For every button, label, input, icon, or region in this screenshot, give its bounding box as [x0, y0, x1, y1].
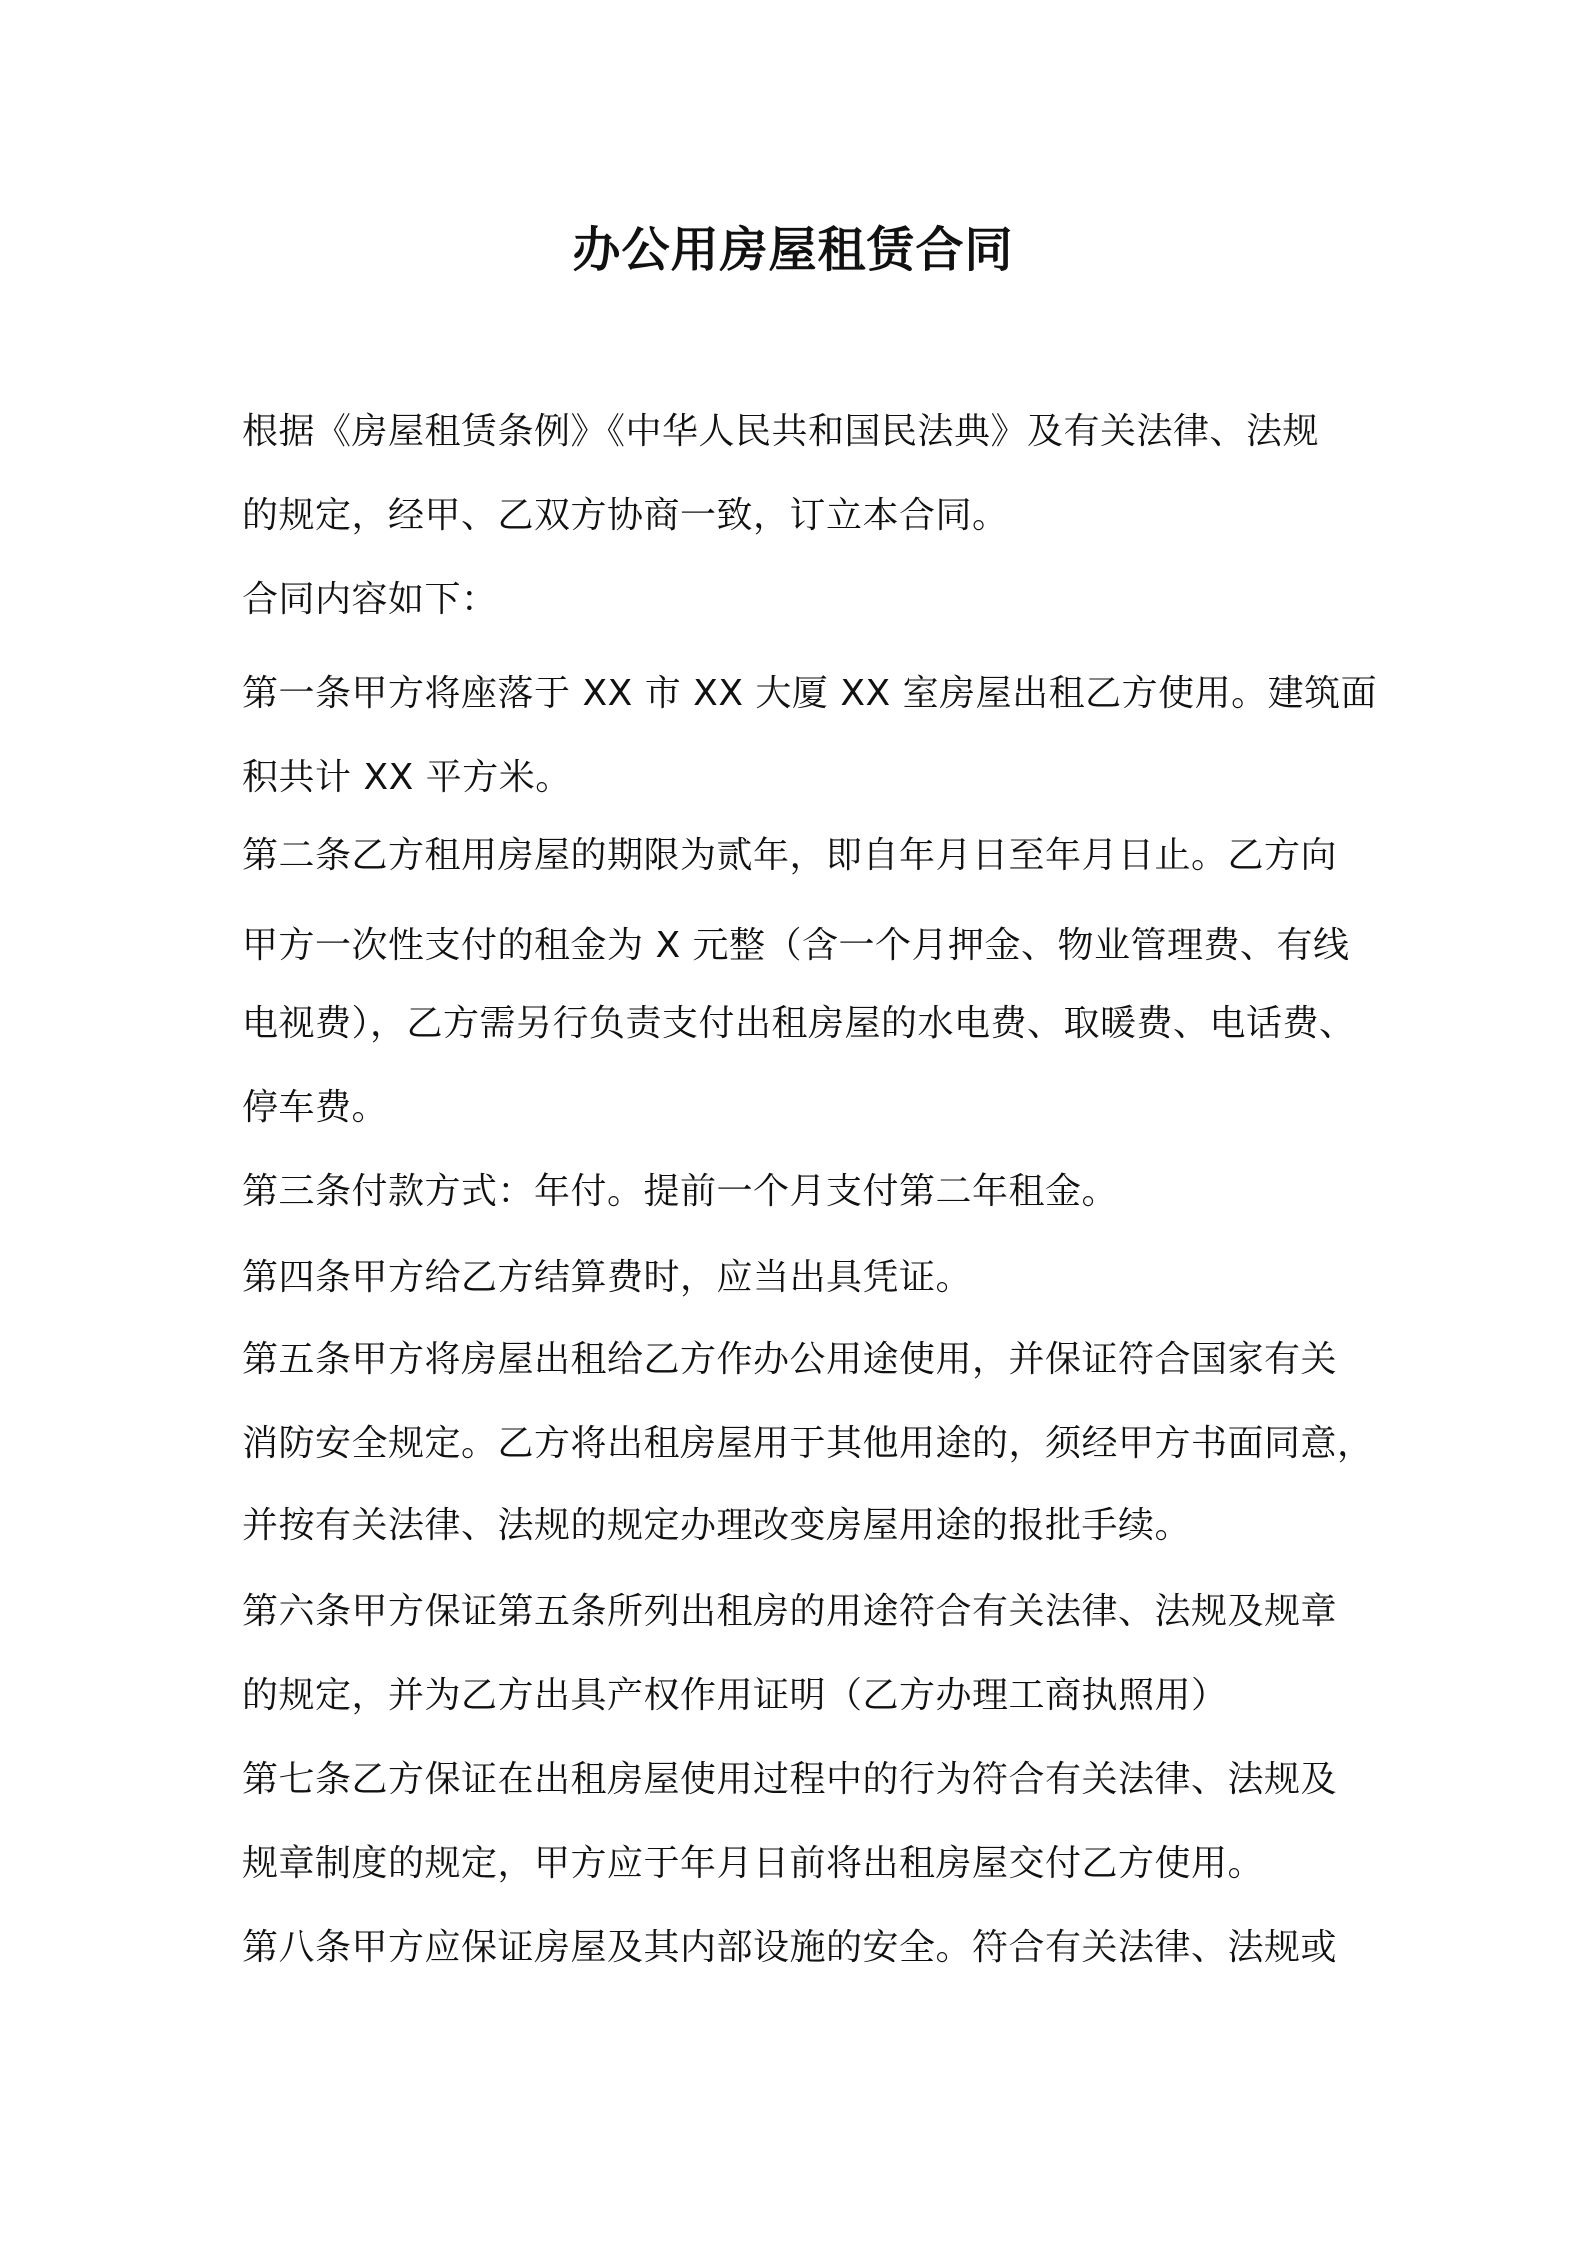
body-line: 合同内容如下：: [242, 579, 498, 620]
body-line: 根据《房屋租赁条例》《中华人民共和国民法典》及有关法律、法规: [242, 411, 1320, 452]
body-line: 第四条甲方给乙方结算费时，应当出具凭证。: [242, 1257, 973, 1298]
body-line: 电视费），乙方需另行负责支付出租房屋的水电费、取暖费、电话费、: [242, 1003, 1356, 1044]
body-line: 并按有关法律、法规的规定办理改变房屋用途的报批手续。: [242, 1505, 1192, 1546]
body-line: 停车费。: [242, 1087, 389, 1128]
body-line: 的规定，并为乙方出具产权作用证明（乙方办理工商执照用）: [242, 1675, 1228, 1716]
body-line: 第八条甲方应保证房屋及其内部设施的安全。符合有关法律、法规或: [242, 1927, 1338, 1968]
body-line: 第一条甲方将座落于 XX 市 XX 大厦 XX 室房屋出租乙方使用。建筑面: [242, 673, 1378, 714]
body-line: 第三条付款方式：年付。提前一个月支付第二年租金。: [242, 1171, 1119, 1212]
body-line: 积共计 XX 平方米。: [242, 757, 572, 798]
body-line: 第二条乙方租用房屋的期限为贰年，即自年月日至年月日止。乙方向: [242, 835, 1338, 876]
body-line: 规章制度的规定，甲方应于年月日前将出租房屋交付乙方使用。: [242, 1843, 1265, 1884]
body-line: 第六条甲方保证第五条所列出租房的用途符合有关法律、法规及规章: [242, 1591, 1338, 1632]
body-line: 消防安全规定。乙方将出租房屋用于其他用途的，须经甲方书面同意，: [242, 1423, 1374, 1464]
document-title: 办公用房屋租赁合同: [572, 222, 1014, 278]
body-line: 甲方一次性支付的租金为 X 元整（含一个月押金、物业管理费、有线: [242, 925, 1350, 966]
body-line: 的规定，经甲、乙双方协商一致，订立本合同。: [242, 495, 1009, 536]
body-line: 第五条甲方将房屋出租给乙方作办公用途使用，并保证符合国家有关: [242, 1339, 1338, 1380]
body-line: 第七条乙方保证在出租房屋使用过程中的行为符合有关法律、法规及: [242, 1759, 1338, 1800]
